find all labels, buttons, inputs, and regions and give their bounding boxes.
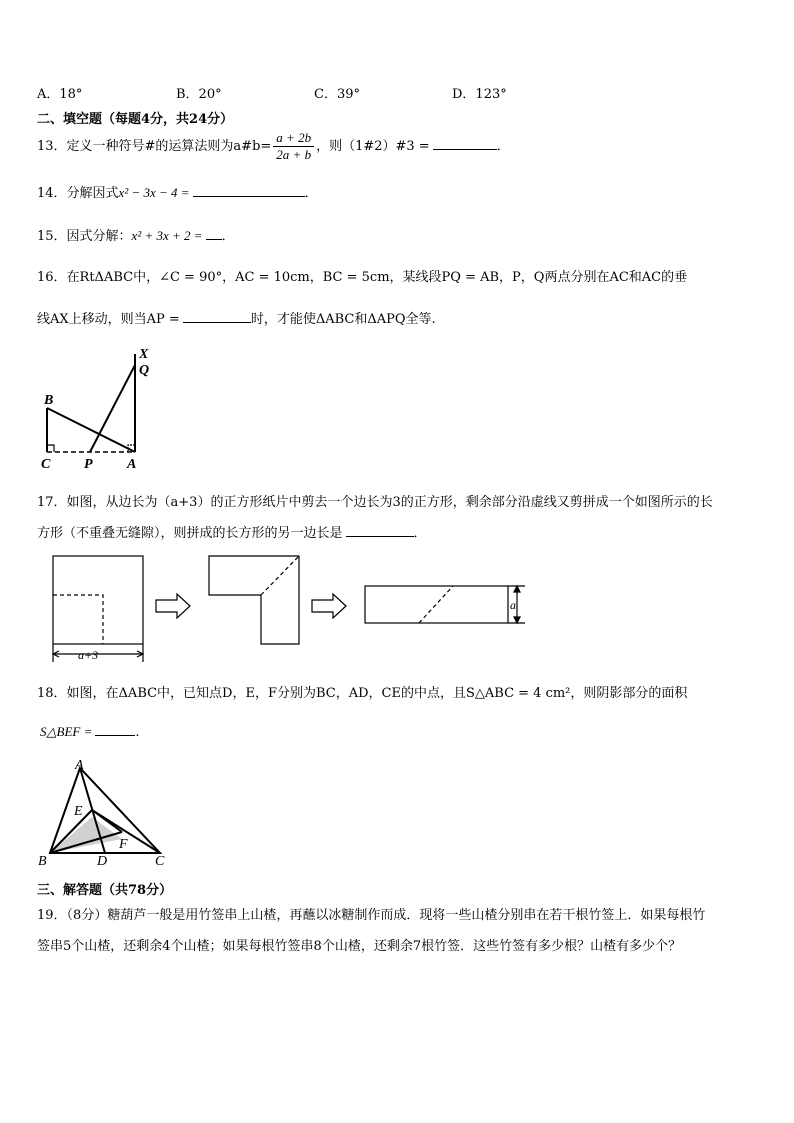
label-c: C xyxy=(41,457,51,472)
q14-answer-blank xyxy=(193,195,305,197)
q18-expression: S△BEF = xyxy=(40,724,93,739)
section-3-heading: 三、解答题（共78分） xyxy=(37,883,173,898)
question-16-line-2 xyxy=(37,308,436,327)
q13-text: 13．定义一种符号#的运算法则为a#b= xyxy=(37,139,272,154)
label-b: B xyxy=(44,393,54,408)
label-c: C xyxy=(155,854,165,869)
label-f: F xyxy=(119,837,128,852)
label-a: A xyxy=(127,457,137,472)
question-19-line-1: 19．（8分）糖葫芦一般是用竹签串上山楂，再蘸以冰糖制作而成．现将一些山楂分别串在若干根竹签上．如果每根竹 xyxy=(37,908,706,923)
question-17-line-2: 方形（不重叠无缝隙），则拼成的长方形的另一边长是 ． xyxy=(37,526,427,541)
q15-expression: x² + 3x + 2 = xyxy=(131,228,203,243)
q16-text: 线AX上移动，则当AP = xyxy=(37,312,180,327)
figure-18 xyxy=(36,758,176,870)
q15-text: 15．因式分解： xyxy=(37,229,132,244)
q18-answer-blank xyxy=(95,734,135,736)
q13-text-after: ，则（1#2）#3 = xyxy=(316,139,430,154)
question-19-line-2: 签串5个山楂，还剩余4个山楂；如果每根竹签串8个山楂，还剩余7根竹签．这些竹签有多少根？山楂有多少个？ xyxy=(37,939,682,954)
question-13: 13．定义一种符号#的运算法则为a#b= $\frac{a + 2b}{2a + b}$ ，则（1#2）#3 = ． xyxy=(37,130,510,162)
figure-17 xyxy=(45,552,535,664)
option-a: A．18° xyxy=(37,87,83,102)
question-16-line-1: 16．在RtΔABC中，∠C = 90°，AC = 10cm，BC = 5cm，某线段PQ = AB，P，Q两点分别在AC和AC的垂 xyxy=(37,270,688,285)
question-17-line-1: 17．如图，从边长为（a+3）的正方形纸片中剪去一个边长为3的正方形，剩余部分沿虚线又剪拼成一个如图所示的长 xyxy=(37,495,713,510)
label-a-plus-3: a+3 xyxy=(78,648,99,662)
section-2-heading: 二、填空题（每题4分，共24分） xyxy=(37,112,234,127)
label-q: Q xyxy=(139,363,150,378)
question-14: 14．分解因式x² − 3x − 4 = ． xyxy=(37,185,318,201)
option-b: B．20° xyxy=(176,87,222,102)
label-d: D xyxy=(97,854,108,869)
q13-answer-blank xyxy=(433,148,497,150)
label-b: B xyxy=(38,854,47,869)
q13-numerator: a + 2b xyxy=(273,130,314,147)
label-side-a: a xyxy=(510,598,516,612)
question-15: 15．因式分解：x² + 3x + 2 = ． xyxy=(37,228,235,244)
question-18-line-1: 18．如图，在ΔABC中，已知点D，E，F分别为BC，AD，CE的中点，且S△ABC = 4 cm²，则阴影部分的面积 xyxy=(37,686,688,701)
q17-text: 方形（不重叠无缝隙），则拼成的长方形的另一边长是 xyxy=(37,526,343,541)
q17-answer-blank xyxy=(346,535,414,537)
label-e: E xyxy=(74,804,83,819)
label-a: A xyxy=(75,758,84,773)
q14-text: 14．分解因式 xyxy=(37,186,119,201)
q16-answer-blank xyxy=(183,321,251,323)
q14-expression: x² − 3x − 4 = xyxy=(118,185,190,200)
question-18-line-2: S△BEF = . xyxy=(40,724,140,740)
q15-answer-blank xyxy=(206,238,222,240)
label-x: X xyxy=(139,347,149,362)
option-c: C．39° xyxy=(314,87,360,102)
option-d: D．123° xyxy=(452,87,507,102)
q13-denominator: 2a + b xyxy=(276,147,312,162)
figure-16 xyxy=(38,346,168,470)
q13-fraction xyxy=(273,130,314,163)
q16-text-after: 时，才能使ΔABC和ΔAPQ全等. xyxy=(250,312,436,327)
label-p: P xyxy=(84,457,93,472)
